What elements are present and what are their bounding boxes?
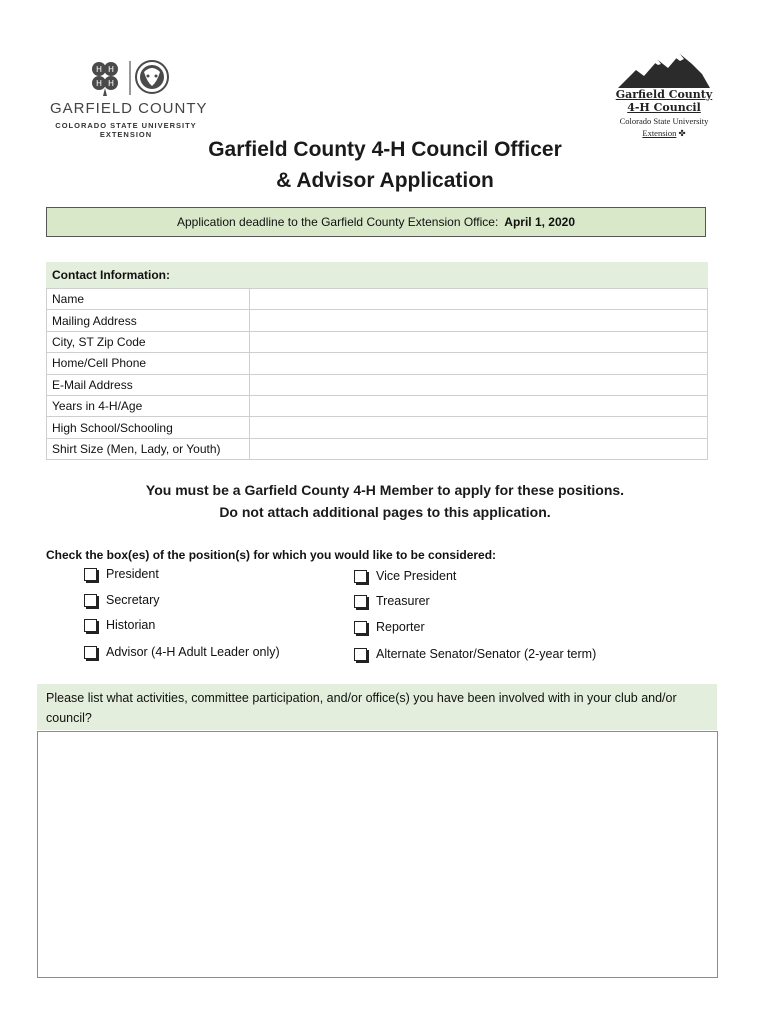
contact-field-input[interactable] xyxy=(250,438,708,459)
deadline-date: April 1, 2020 xyxy=(504,215,576,229)
contact-field-label: Shirt Size (Men, Lady, or Youth) xyxy=(47,438,250,459)
deadline-banner xyxy=(46,207,706,237)
contact-field-input[interactable] xyxy=(250,353,708,374)
position-label: Treasurer xyxy=(376,594,430,608)
position-label: Vice President xyxy=(376,569,457,583)
contact-field-input[interactable] xyxy=(250,331,708,352)
positions-heading: Check the box(es) of the position(s) for which you would like to be considered: xyxy=(46,548,497,562)
council-logo xyxy=(600,50,728,150)
contact-row xyxy=(47,417,708,438)
position-label: Secretary xyxy=(106,593,160,607)
page-title: Garfield County 4-H Council Officer xyxy=(208,138,562,161)
contact-row xyxy=(47,310,708,331)
position-label: President xyxy=(106,567,159,581)
position-label: Alternate Senator/Senator (2-year term) xyxy=(376,647,597,661)
contact-field-input[interactable] xyxy=(250,417,708,438)
contact-row xyxy=(47,331,708,352)
position-option[interactable] xyxy=(354,569,456,583)
position-checkbox[interactable] xyxy=(84,568,97,581)
logo-university-text: COLORADO STATE UNIVERSITY xyxy=(55,121,197,130)
contact-field-input[interactable] xyxy=(250,310,708,331)
position-label: Historian xyxy=(106,618,156,632)
council-logo-council: 4-H Council xyxy=(627,101,701,114)
contact-row xyxy=(47,353,708,374)
position-checkbox[interactable] xyxy=(84,646,97,659)
contact-field-label: Mailing Address xyxy=(47,310,250,331)
contact-table xyxy=(46,288,708,460)
position-option[interactable] xyxy=(354,594,430,608)
position-checkbox[interactable] xyxy=(84,619,97,632)
activities-answer-box[interactable] xyxy=(37,731,718,978)
contact-heading: Contact Information: xyxy=(46,262,708,288)
contact-field-label: E-Mail Address xyxy=(47,374,250,395)
contact-field-input[interactable] xyxy=(250,374,708,395)
contact-row xyxy=(47,289,708,310)
council-logo-extension-text: Extension xyxy=(642,128,677,138)
svg-text:H: H xyxy=(95,65,103,74)
position-option[interactable] xyxy=(84,645,280,659)
deadline-text: Application deadline to the Garfield County Extension Office: xyxy=(176,215,499,229)
contact-row xyxy=(47,395,708,416)
svg-text:H: H xyxy=(95,79,103,88)
position-checkbox[interactable] xyxy=(354,648,367,661)
position-label: Reporter xyxy=(376,620,425,634)
position-option[interactable] xyxy=(354,620,425,634)
contact-field-label: Home/Cell Phone xyxy=(47,353,250,374)
svg-text:H: H xyxy=(107,65,115,74)
logo-extension-text: EXTENSION xyxy=(99,130,153,139)
contact-field-input[interactable] xyxy=(250,289,708,310)
contact-row xyxy=(47,438,708,459)
logo-county-text: GARFIELD COUNTY xyxy=(50,100,208,117)
council-logo-county: Garfield County xyxy=(615,88,713,101)
svg-text:H: H xyxy=(107,79,115,88)
position-checkbox[interactable] xyxy=(84,594,97,607)
extension-logo xyxy=(46,56,216,140)
position-checkbox[interactable] xyxy=(354,595,367,608)
position-option[interactable] xyxy=(354,647,596,661)
contact-field-label: High School/Schooling xyxy=(47,417,250,438)
council-logo-university: Colorado State University xyxy=(619,116,709,126)
position-checkbox[interactable] xyxy=(354,621,367,634)
contact-field-label: Years in 4-H/Age xyxy=(47,395,250,416)
position-option[interactable] xyxy=(84,618,155,632)
clover-and-ram-icon xyxy=(84,58,174,98)
activities-prompt: Please list what activities, committee participation, and/or office(s) you have been involved with in your club and/or council? xyxy=(37,684,717,730)
position-option[interactable] xyxy=(84,593,160,607)
contact-row xyxy=(47,374,708,395)
membership-notice: You must be a Garfield County 4-H Member to apply for these positions. xyxy=(145,482,625,498)
attachment-notice: Do not attach additional pages to this application. xyxy=(219,504,551,520)
mountain-icon xyxy=(618,50,710,90)
position-label: Advisor (4-H Adult Leader only) xyxy=(106,645,280,659)
position-checkbox[interactable] xyxy=(354,570,367,583)
position-option[interactable] xyxy=(84,567,159,581)
contact-field-label: City, ST Zip Code xyxy=(47,331,250,352)
clover-icon: ✤ xyxy=(678,128,686,138)
contact-field-label: Name xyxy=(47,289,250,310)
page-subtitle: & Advisor Application xyxy=(276,169,494,192)
contact-field-input[interactable] xyxy=(250,395,708,416)
